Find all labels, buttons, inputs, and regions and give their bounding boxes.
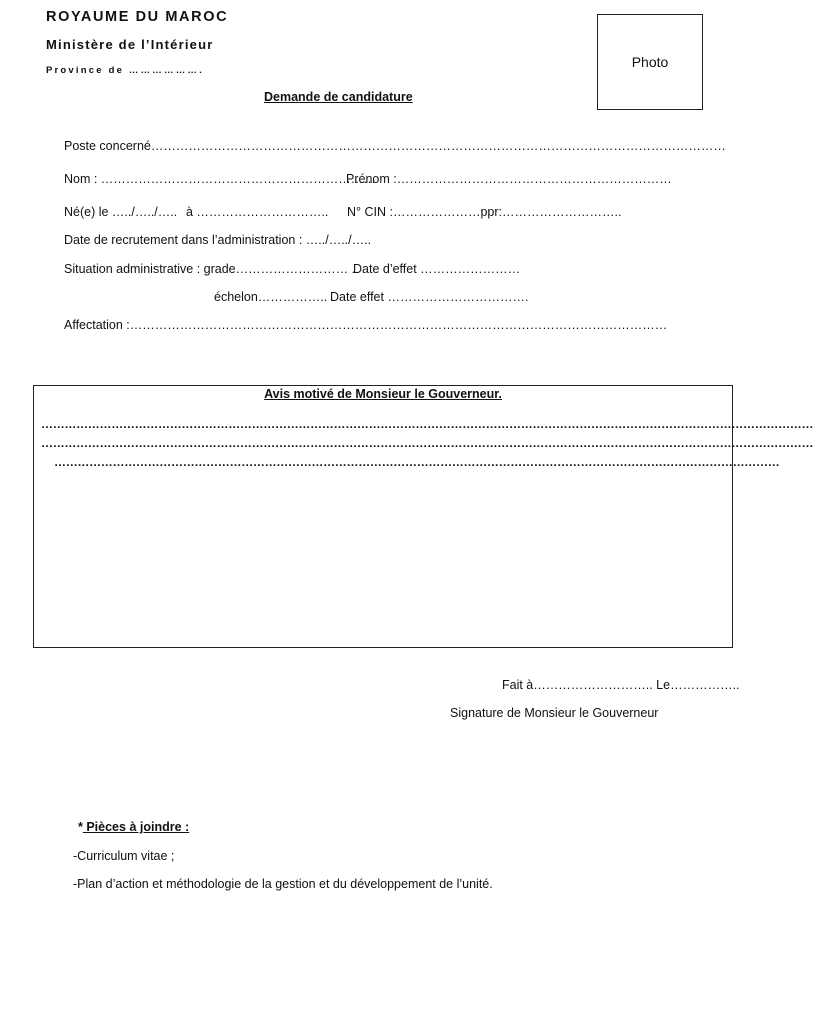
fait-le-field[interactable]: Fait à……………………….. Le…………….. — [502, 678, 740, 692]
prenom-field[interactable]: Prénom :………………………………………………………… — [346, 172, 672, 186]
avis-line-2[interactable]: ……………………………………………………………………………………………………………………………………………………………………………… — [41, 436, 813, 450]
cin-ppr-field[interactable]: N° CIN :…………………ppr:……………………….. — [347, 205, 622, 219]
echelon-field[interactable]: échelon…………….. — [214, 290, 328, 304]
kingdom-header: ROYAUME DU MAROC — [46, 9, 229, 25]
province-header: Province de ………………. — [46, 65, 204, 76]
photo-box — [597, 14, 703, 110]
grade-field[interactable]: Situation administrative : grade……………………… . — [64, 262, 356, 276]
pieces-heading — [78, 820, 189, 834]
nom-field[interactable]: Nom : ………………………………………………………… — [64, 172, 376, 186]
affectation-field[interactable]: Affectation :………………………………………………………………………………………………………………… — [64, 318, 668, 332]
photo-label: Photo — [631, 54, 669, 70]
ministry-header: Ministère de l’Intérieur — [46, 37, 214, 52]
recruitment-date-field[interactable]: Date de recrutement dans l’administration : …../…../….. — [64, 233, 372, 247]
avis-title: Avis motivé de Monsieur le Gouverneur. — [264, 387, 502, 401]
form-title: Demande de candidature — [264, 90, 413, 104]
avis-line-1[interactable]: ……………………………………………………………………………………………………………………………………………………………………………… — [41, 417, 813, 431]
signature-label: Signature de Monsieur le Gouverneur — [450, 706, 659, 720]
date-effet-field-2[interactable]: Date effet ……………………………. — [330, 290, 529, 304]
avis-line-3[interactable]: …………………………………………………………………………………………………………………………………………………………………… — [54, 455, 780, 469]
pieces-heading-text: Pièces à joindre : — [82, 820, 190, 834]
avis-box — [33, 385, 813, 648]
piece-item-plan: -Plan d’action et méthodologie de la gestion et du développement de l’unité. — [73, 877, 493, 891]
poste-field[interactable]: Poste concerné………………………………………………………………………………………………………………………… — [64, 139, 726, 153]
piece-item-cv: -Curriculum vitae ; — [73, 849, 175, 863]
pieces-star: * — [78, 820, 83, 834]
date-effet-field-1[interactable]: Date d’effet …………………… — [353, 262, 521, 276]
birth-place-field[interactable]: à ………………………….. — [186, 205, 329, 219]
birth-date-field[interactable]: Né(e) le …../…../….. — [64, 205, 178, 219]
